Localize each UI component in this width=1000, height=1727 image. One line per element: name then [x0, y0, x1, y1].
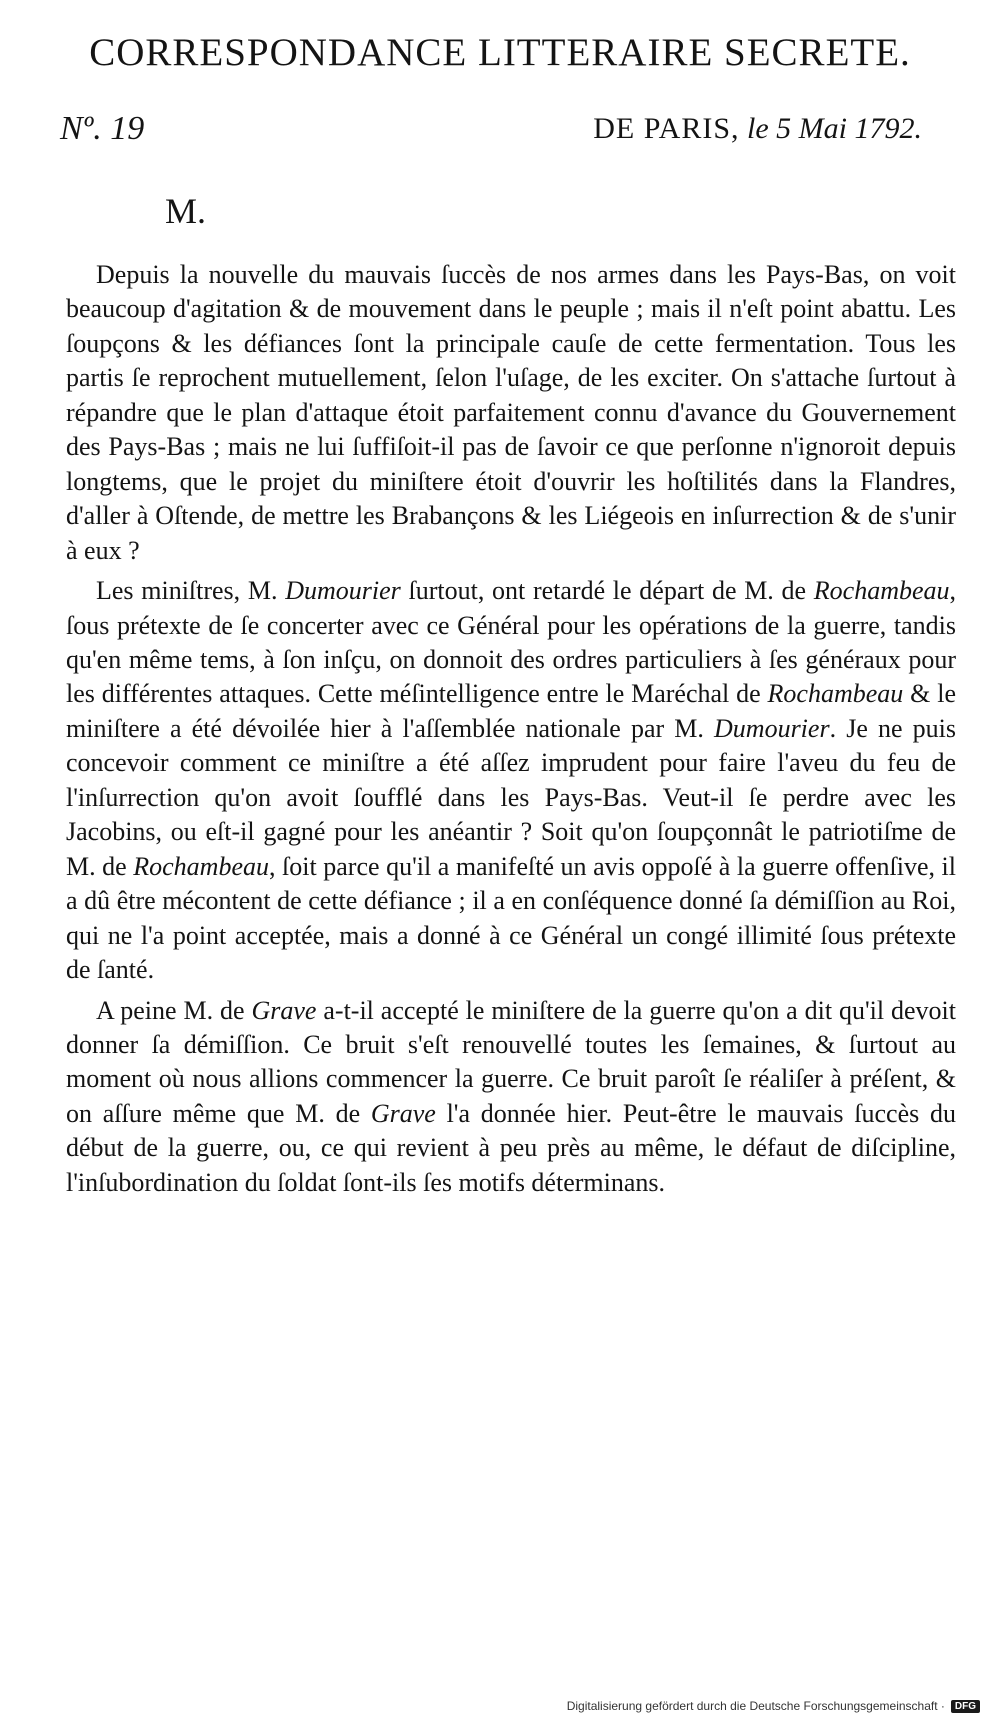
date-text: 5 Mai 1792. [776, 112, 922, 145]
place-name: DE PARIS, [593, 112, 740, 145]
date-le: le [747, 112, 769, 145]
text-run: Les miniſtres, M. [96, 576, 286, 606]
italic-name: Rochambeau [767, 679, 904, 709]
text-run: ſurtout, ont retardé le départ de M. de [400, 576, 814, 606]
italic-name: Grave [251, 995, 317, 1025]
italic-name: Dumourier [285, 576, 401, 606]
paragraph [66, 258, 956, 568]
text-run: l'a donnée hier. Peut-être le mauvais ſuccès du début de la guerre, ou, ce qui revient à peu près au même, le défaut de diſcipline, l'inſubordination du ſoldat ſont-ils ſes motifs déterminans. [66, 1098, 956, 1197]
paragraph [66, 574, 956, 987]
text-run: a-t-il accepté le miniſtere de la guerre qu'on a dit qu'il devoit donner ſa démiſſion. Ce bruit s'eſt renouvellé toutes les ſemaines, & ſurtout au moment où nous allions commencer la guerre. Ce bruit paroît ſe réaliſer à préſent, & on aſſure même que M. de [66, 995, 956, 1128]
text-run: , ſoit parce qu'il a manifeſté un avis oppoſé à la guerre offenſive, il a dû être mécontent de cette défiance ; il a en conſéquence donné ſa démiſſion au Roi, qui ne l'a point acceptée, mais a donné à ce Général un congé illimité ſous prétexte de ſanté. [66, 851, 956, 985]
article-body [66, 258, 956, 1206]
salutation: M. [165, 191, 207, 231]
text-run: & le miniſtere a été dévoilée hier à l'aſſemblée nationale par M. [66, 679, 956, 743]
credit-text: Digitalisierung gefördert durch die Deutsche Forschungsgemeinschaft · [566, 1699, 945, 1713]
text-run: A peine M. de [96, 995, 252, 1025]
italic-name: Rochambeau [133, 851, 269, 881]
dfg-logo: DFG [951, 1700, 980, 1713]
digitization-credit [567, 1699, 980, 1713]
text-run: Depuis la nouvelle du mauvais ſuccès de nos armes dans les Pays-Bas, on voit beaucoup d'agitation & de mouvement dans le peuple ; mais il n'eſt point abattu. Les ſoupçons & les défiances ſont la principale cauſe de cette fermentation. Tous les partis ſe reprochent mutuellement, ſelon l'uſage, de les exciter. On s'attache ſurtout à répandre que le plan d'attaque étoit parfaitement connu d'avance du Gouvernement des Pays-Bas ; mais ne lui ſuffiſoit-il pas de ſavoir ce que perſonne n'ignoroit depuis longtems, que le projet du miniſtere étoit d'ouvrir les hoſtilités dans la Flandres, d'aller à Oſtende, de mettre les Brabançons & les Liégeois en inſurrection & de s'unir à eux ? [66, 260, 956, 565]
dateline [60, 110, 930, 156]
italic-name: Rochambeau [813, 576, 950, 606]
italic-name: Grave [370, 1098, 436, 1128]
issue-number: Nº. 19 [60, 110, 145, 147]
text-run: . Je ne puis concevoir comment ce miniſtre a été aſſez imprudent pour faire l'aveu du feu de l'inſurrection qu'on avoit ſoufflé dans les Pays-Bas. Veut-il ſe perdre avec les Jacobins, ou eſt-il gagné pour les anéantir ? Soit qu'on ſoupçonnât le patriotiſme de M. de [66, 713, 956, 881]
masthead-title: CORRESPONDANCE LITTERAIRE SECRETE. [89, 31, 911, 74]
paragraph [66, 994, 956, 1201]
italic-name: Dumourier [714, 713, 830, 743]
place-date [593, 112, 922, 146]
text-run: , ſous prétexte de ſe concerter avec ce Général pour les opérations de la guerre, tandis qu'en même tems, à ſon inſçu, on donnoit des ordres particuliers à ſes généraux pour les différentes attaques. Cette méſintelligence entre le Maréchal de [66, 576, 957, 709]
